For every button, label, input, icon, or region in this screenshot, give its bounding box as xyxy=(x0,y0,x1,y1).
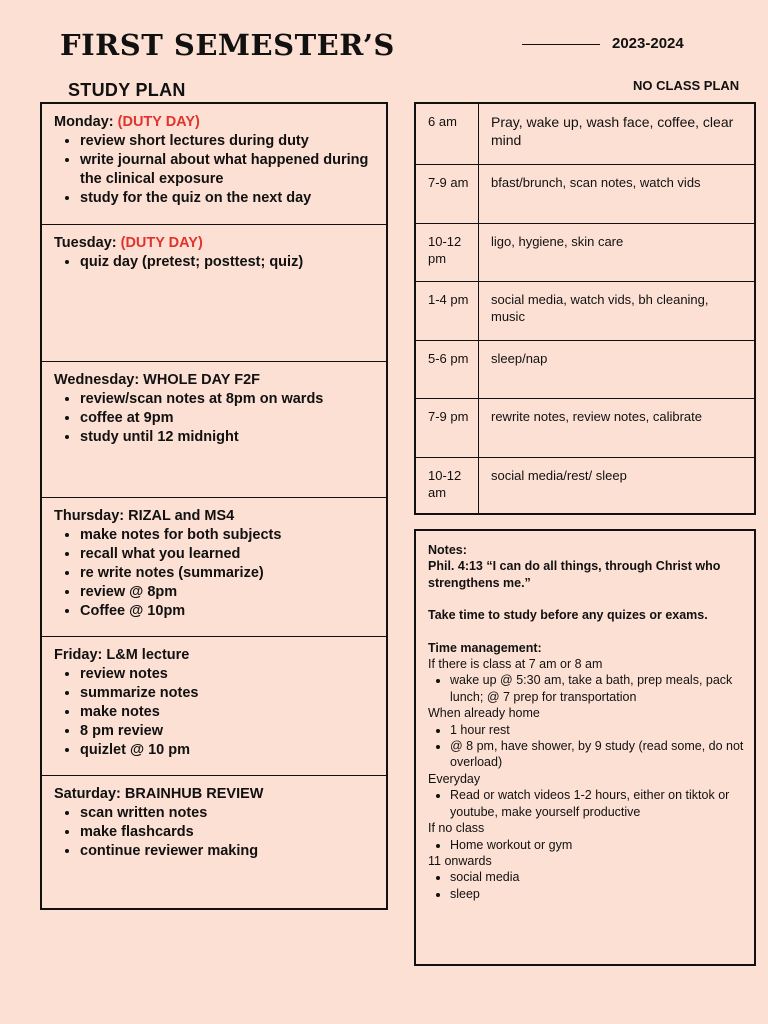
list-item: • Coffee @ 10pm xyxy=(80,602,386,621)
time-cell: 5-6 pm xyxy=(416,341,479,398)
notes-list xyxy=(428,722,744,771)
list-item: • scan written notes xyxy=(80,804,386,823)
no-class-plan-label: NO CLASS PLAN xyxy=(633,78,740,93)
day-task-list xyxy=(54,390,386,447)
day-heading: Friday: L&M lecture xyxy=(54,647,190,663)
day-wednesday xyxy=(42,362,386,498)
time-cell: 1-4 pm xyxy=(416,282,479,340)
study-plan-subtitle: STUDY PLAN xyxy=(68,80,186,100)
list-item: • review notes xyxy=(80,665,386,684)
time-cell: 7-9 pm xyxy=(416,399,479,457)
day-thursday xyxy=(42,498,386,637)
time-management-heading: Time management: xyxy=(428,640,542,655)
list-item: • coffee at 9pm xyxy=(80,409,386,428)
day-heading: Thursday: RIZAL and MS4 xyxy=(54,508,235,524)
bible-verse: Phil. 4:13 “I can do all things, through Christ who strengthens me.” xyxy=(428,559,721,590)
list-item: • study for the quiz on the next day xyxy=(80,189,386,208)
notes-list xyxy=(428,869,744,902)
time-cell: 6 am xyxy=(416,104,479,164)
list-item: • sleep xyxy=(450,886,744,902)
list-item: • review @ 8pm xyxy=(80,583,386,602)
page-title: FIRST SEMESTER’S xyxy=(60,28,395,62)
list-item: • review short lectures during duty xyxy=(80,132,386,151)
day-task-list xyxy=(54,804,386,861)
notes-section-label: 11 onwards xyxy=(428,853,492,868)
list-item: • make notes for both subjects xyxy=(80,526,386,545)
day-task-list xyxy=(54,665,386,760)
list-item: • wake up @ 5:30 am, take a bath, prep meals, pack lunch; @ 7 prep for transportation xyxy=(450,672,744,705)
activity-cell: ligo, hygiene, skin care xyxy=(491,234,624,249)
time-cell: 10-12 am xyxy=(416,458,479,513)
activity-cell: bfast/brunch, scan notes, watch vids xyxy=(491,175,701,190)
list-item: • @ 8 pm, have shower, by 9 study (read some, do not overload) xyxy=(450,738,744,771)
day-tuesday xyxy=(42,225,386,362)
notes-section-label: If there is class at 7 am or 8 am xyxy=(428,657,603,672)
notes-heading: Notes: xyxy=(428,543,467,557)
table-row xyxy=(416,165,754,224)
list-item: • study until 12 midnight xyxy=(80,428,386,447)
time-cell: 7-9 am xyxy=(416,165,479,223)
study-reminder: Take time to study before any quizes or exams. xyxy=(428,608,708,623)
list-item: • Home workout or gym xyxy=(450,837,744,853)
day-heading: Tuesday: (DUTY DAY) xyxy=(54,235,203,251)
notes-section-label: Everyday xyxy=(428,771,481,786)
list-item: • quiz day (pretest; posttest; quiz) xyxy=(80,253,386,272)
activity-cell: social media, watch vids, bh cleaning, music xyxy=(491,292,709,324)
list-item: • continue reviewer making xyxy=(80,842,386,861)
notes-section-label: When already home xyxy=(428,706,540,721)
table-row xyxy=(416,399,754,458)
notes-box xyxy=(414,529,756,966)
day-heading: Monday: (DUTY DAY) xyxy=(54,114,200,130)
day-friday xyxy=(42,637,386,776)
year-divider-line xyxy=(522,44,600,45)
activity-cell: social media/rest/ sleep xyxy=(491,468,627,483)
day-heading: Wednesday: WHOLE DAY F2F xyxy=(54,372,260,388)
table-row xyxy=(416,458,754,513)
list-item: • 1 hour rest xyxy=(450,722,744,738)
list-item: • make flashcards xyxy=(80,823,386,842)
day-task-list xyxy=(54,526,386,621)
list-item: • review/scan notes at 8pm on wards xyxy=(80,390,386,409)
duty-day-tag: (DUTY DAY) xyxy=(120,235,203,251)
duty-day-tag: (DUTY DAY) xyxy=(117,114,200,130)
list-item: • make notes xyxy=(80,703,386,722)
list-item: • summarize notes xyxy=(80,684,386,703)
notes-list xyxy=(428,672,744,705)
notes-section-label: If no class xyxy=(428,821,485,836)
activity-cell: rewrite notes, review notes, calibrate xyxy=(491,409,702,424)
list-item: • social media xyxy=(450,869,744,885)
table-row xyxy=(416,341,754,399)
activity-cell: sleep/nap xyxy=(491,351,548,366)
day-task-list xyxy=(54,253,386,272)
day-heading: Saturday: BRAINHUB REVIEW xyxy=(54,786,264,802)
list-item: • 8 pm review xyxy=(80,722,386,741)
notes-list xyxy=(428,787,744,820)
list-item: • quizlet @ 10 pm xyxy=(80,741,386,760)
table-row xyxy=(416,282,754,341)
day-monday xyxy=(42,104,386,225)
time-cell: 10-12 pm xyxy=(416,224,479,281)
list-item: • write journal about what happened during the clinical exposure xyxy=(80,151,386,189)
table-row xyxy=(416,104,754,165)
notes-list xyxy=(428,837,744,853)
weekly-study-plan xyxy=(40,102,388,910)
day-saturday xyxy=(42,776,386,908)
table-row xyxy=(416,224,754,282)
day-task-list xyxy=(54,132,386,208)
activity-cell: Pray, wake up, wash face, coffee, clear mind xyxy=(491,114,734,148)
list-item: • Read or watch videos 1-2 hours, either on tiktok or youtube, make yourself productive xyxy=(450,787,744,820)
no-class-schedule-table xyxy=(414,102,756,515)
school-year: 2023-2024 xyxy=(612,35,684,52)
list-item: • recall what you learned xyxy=(80,545,386,564)
list-item: • re write notes (summarize) xyxy=(80,564,386,583)
